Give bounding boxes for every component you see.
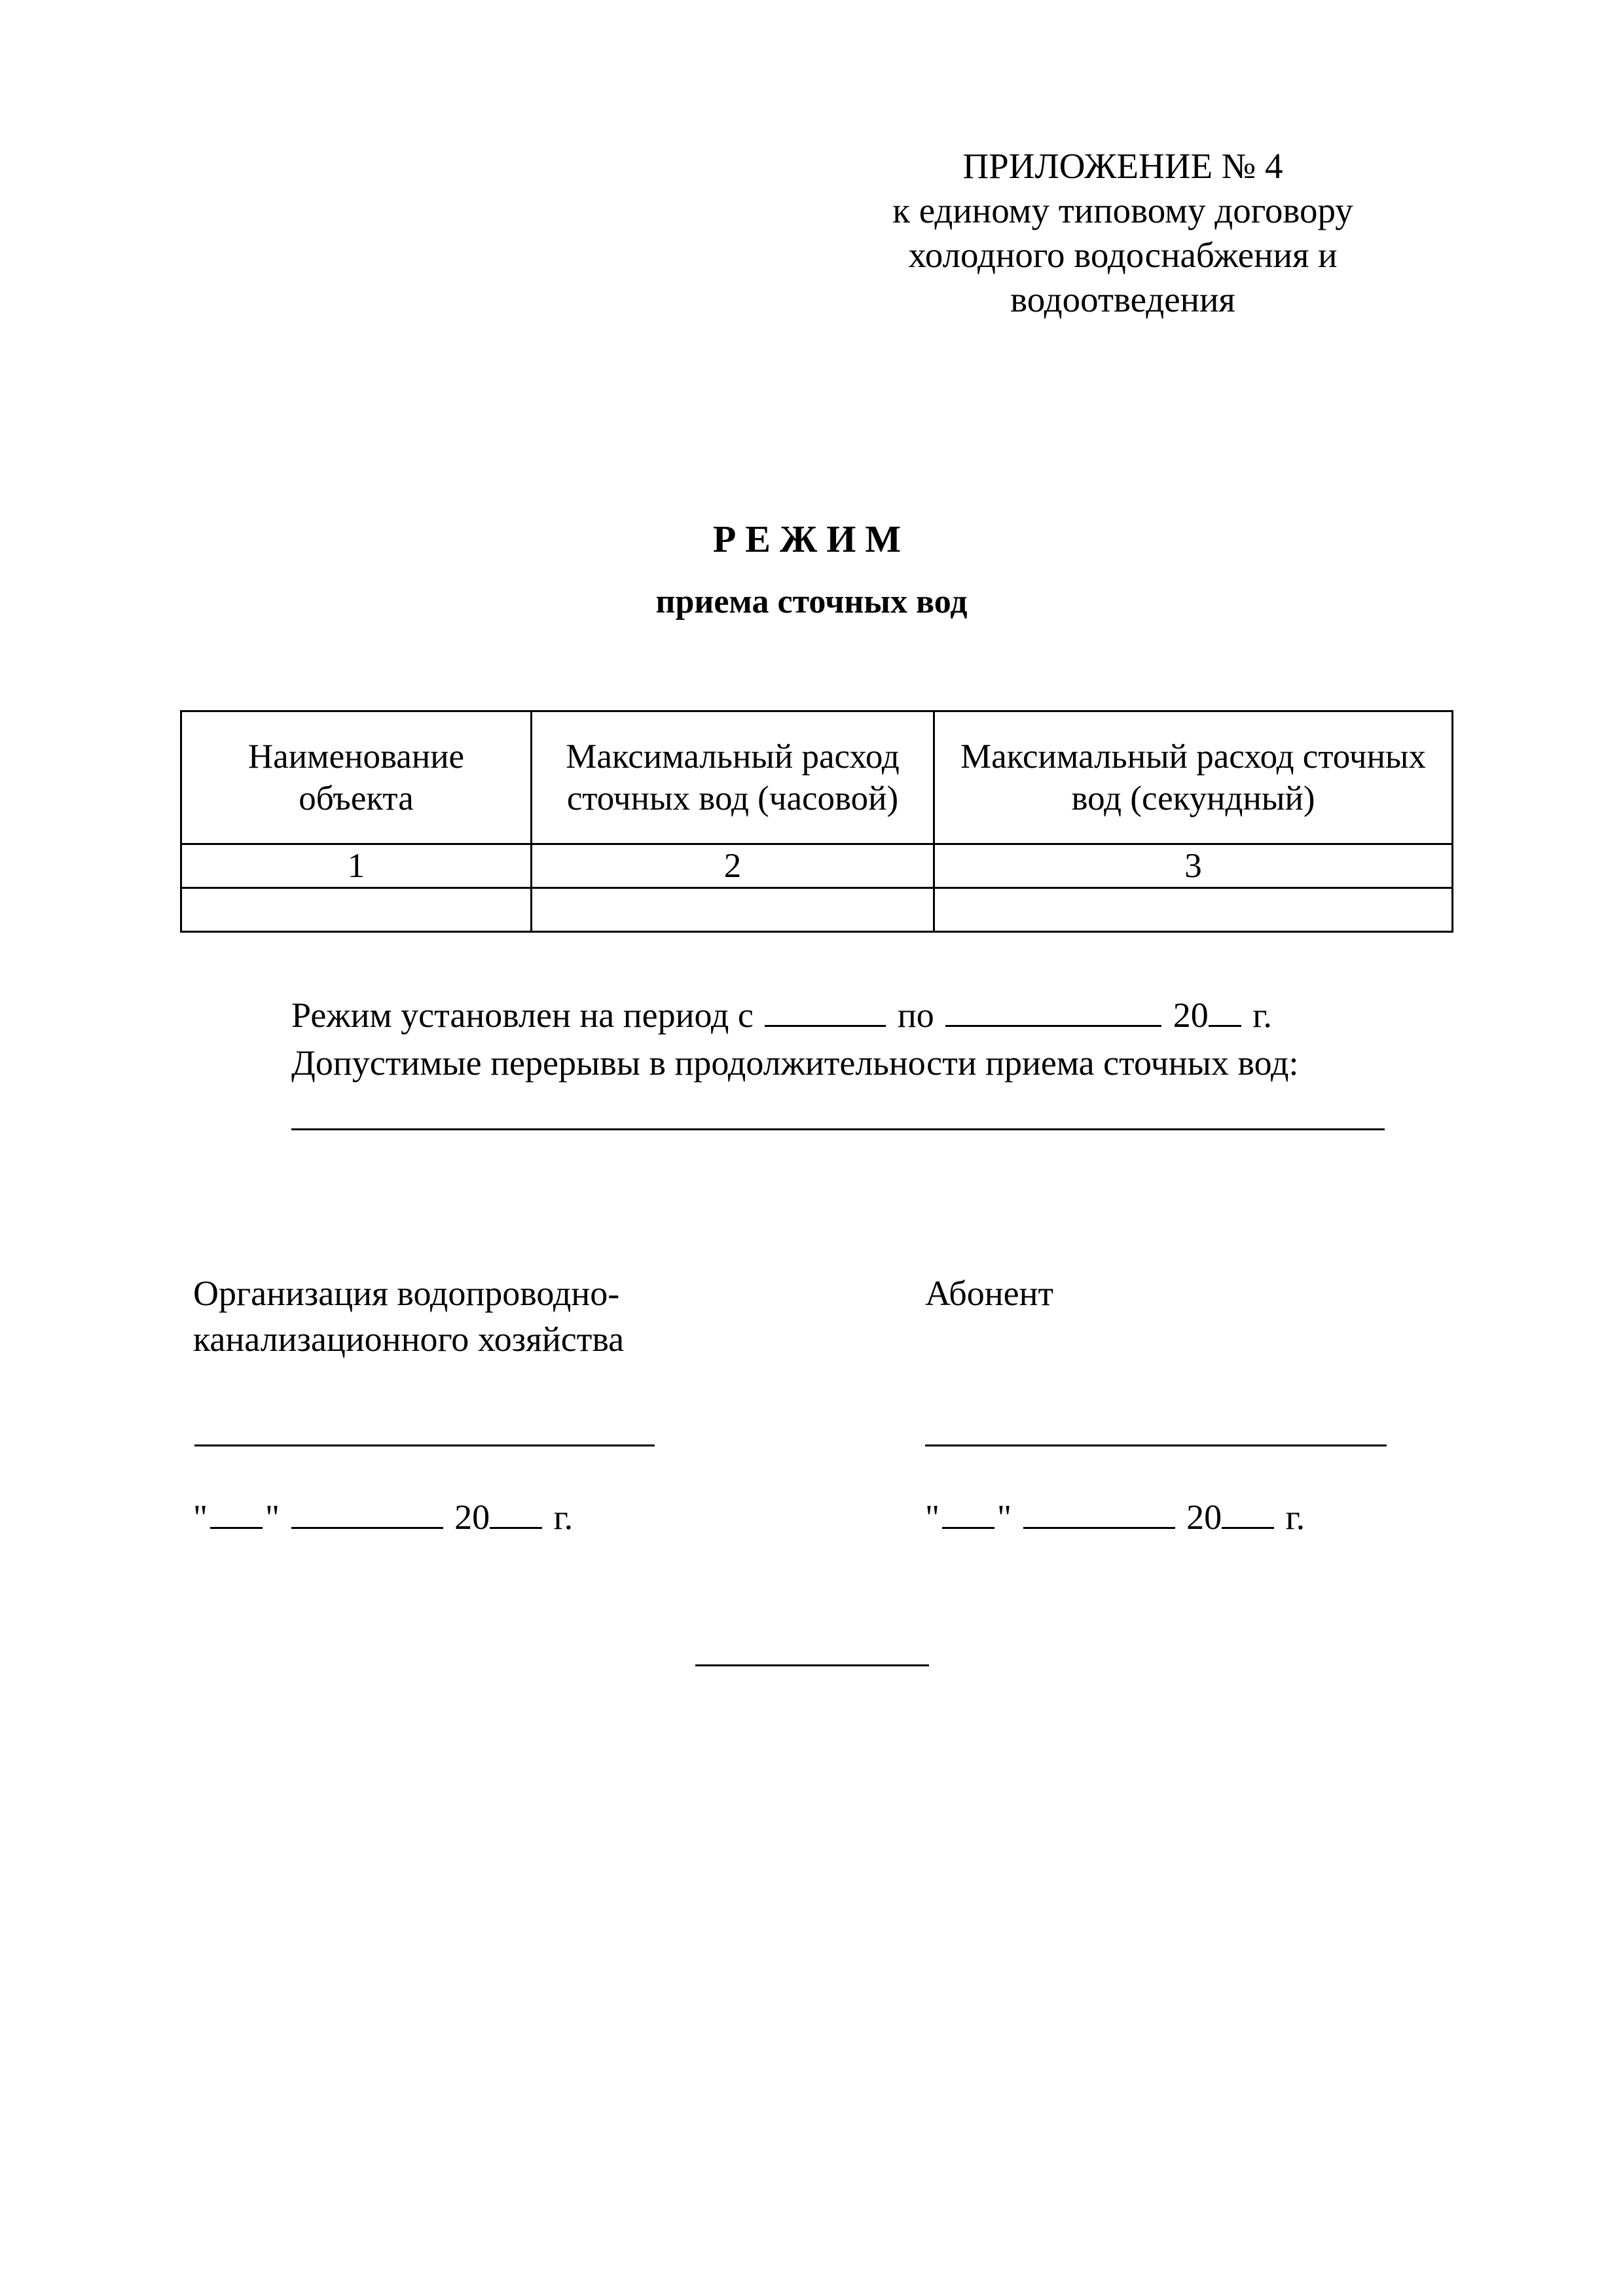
subscriber-year-prefix: 20 [1186,1498,1222,1537]
breaks-field[interactable] [291,1128,1385,1130]
table-number-row [181,844,1453,888]
org-label-line1: Организация водопроводно- [193,1274,620,1313]
document-title: РЕЖИМ [712,518,911,560]
org-quote-close: " [265,1498,280,1537]
closing-separator [695,1664,929,1666]
appendix-number: ПРИЛОЖЕНИЕ № 4 [962,146,1283,186]
appendix-line: водоотведения [1010,279,1235,319]
breaks-text: Допустимые перерывы в продолжительности приема сточных вод: [291,1043,1299,1083]
org-quote-open: " [193,1498,208,1537]
period-year-field[interactable] [1209,992,1241,1027]
subscriber-month-field[interactable] [1023,1494,1175,1529]
org-day-field[interactable] [210,1494,263,1529]
period-line [291,992,1272,1037]
subscriber-year-suffix: г. [1285,1498,1305,1537]
table-column-number: 3 [934,844,1453,888]
period-start-field[interactable] [765,992,886,1027]
document-subtitle: приема сточных вод [655,583,968,620]
org-year-prefix: 20 [454,1498,490,1537]
appendix-line: холодного водоснабжения и [908,235,1338,275]
org-date-line [193,1494,573,1539]
subscriber-quote-close: " [997,1498,1012,1537]
period-year: 20 [1173,996,1209,1035]
period-year-suffix: г. [1252,996,1272,1035]
table-header-cell: Наименование объекта [181,711,532,844]
org-year-field[interactable] [490,1494,542,1529]
table-column-number: 2 [532,844,934,888]
table-row [181,888,1453,932]
subscriber-quote-open: " [925,1498,940,1537]
subscriber-date-line [925,1494,1305,1539]
subscriber-signature-field[interactable] [925,1444,1387,1446]
table-cell[interactable] [181,888,532,932]
table-header-row [181,711,1453,844]
org-label-line2: канализационного хозяйства [193,1319,625,1359]
org-signature-field[interactable] [194,1444,655,1446]
period-middle: по [897,996,934,1035]
table-header-cell: Максимальный расход сточных вод (часовой) [532,711,934,844]
appendix-header [753,144,1493,322]
table-cell[interactable] [532,888,934,932]
subscriber-year-field[interactable] [1222,1494,1274,1529]
table-header-cell: Максимальный расход сточных вод (секундный) [934,711,1453,844]
wastewater-regime-table [180,710,1453,933]
period-end-field[interactable] [945,992,1161,1027]
org-month-field[interactable] [291,1494,443,1529]
subscriber-label: Абонент [925,1274,1054,1313]
table-column-number: 1 [181,844,532,888]
org-year-suffix: г. [553,1498,574,1537]
appendix-line: к единому типовому договору [892,190,1353,230]
subscriber-day-field[interactable] [942,1494,994,1529]
period-prefix: Режим установлен на период с [291,996,754,1035]
table-cell[interactable] [934,888,1453,932]
